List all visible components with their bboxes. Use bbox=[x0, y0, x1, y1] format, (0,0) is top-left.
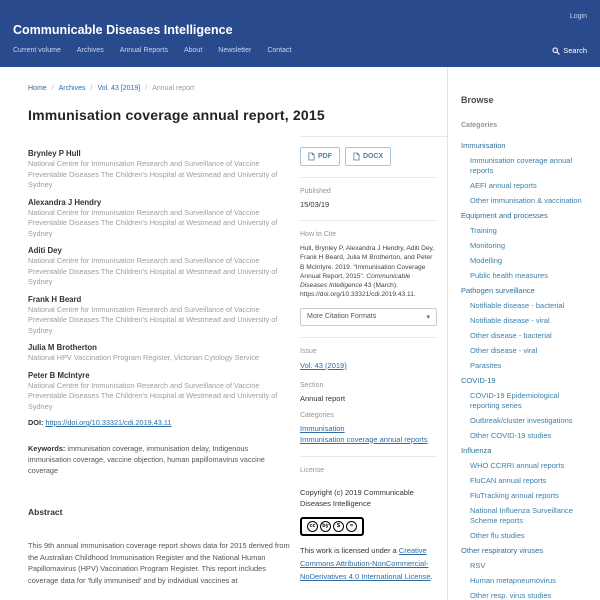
category-links bbox=[300, 423, 437, 445]
keywords-label: Keywords: bbox=[28, 444, 66, 453]
license-label: License bbox=[300, 466, 325, 474]
sidebar-category-item bbox=[461, 211, 590, 221]
keywords-line bbox=[28, 443, 290, 476]
docx-button[interactable] bbox=[345, 147, 391, 166]
nav-link[interactable]: Contact bbox=[267, 47, 292, 54]
license-statement bbox=[300, 544, 437, 583]
author-entry bbox=[28, 294, 290, 337]
sidebar-category-item bbox=[461, 546, 590, 556]
author-name: Brynley P Hull bbox=[28, 149, 81, 158]
sidebar-category-link[interactable]: Training bbox=[470, 226, 497, 235]
issue-link[interactable]: Vol. 43 (2019) bbox=[300, 360, 347, 370]
sidebar-category-item bbox=[461, 376, 590, 386]
author-name: Aditi Dey bbox=[28, 246, 62, 255]
page-title: Immunisation coverage annual report, 2015 bbox=[28, 107, 325, 123]
more-citation-formats-select[interactable] bbox=[300, 308, 437, 326]
sidebar-category-link[interactable]: Monitoring bbox=[470, 241, 506, 250]
sidebar-category-item bbox=[461, 591, 590, 600]
author-affiliation: National Centre for Immunisation Research and Surveillance of Vaccine Preventable Diseases The Children's Hospital at Westmead and University of Sydney bbox=[28, 159, 278, 189]
published-date: 15/03/19 bbox=[300, 200, 330, 209]
sidebar-category-link[interactable]: Other disease - bacterial bbox=[470, 331, 552, 340]
sidebar-category-item bbox=[461, 446, 590, 456]
author-affiliation: National Centre for Immunisation Research and Surveillance of Vaccine Preventable Diseases The Children's Hospital at Westmead and University of Sydney bbox=[28, 207, 278, 238]
published-section bbox=[300, 178, 437, 221]
citation-text bbox=[300, 244, 437, 300]
cc-symbol-icon: = bbox=[346, 521, 357, 532]
pdf-button-label: PDF bbox=[318, 153, 332, 160]
author-entry bbox=[28, 245, 290, 288]
issue-label: Issue bbox=[300, 347, 317, 355]
sidebar-category-link[interactable]: Outbreak/cluster investigations bbox=[470, 416, 573, 425]
sidebar-category-link[interactable]: Human metapneumovirus bbox=[470, 576, 556, 585]
sidebar-category-item bbox=[461, 196, 590, 206]
sidebar-category-link[interactable]: RSV bbox=[470, 561, 486, 570]
sidebar-category-item bbox=[461, 346, 590, 356]
content-area bbox=[0, 67, 600, 600]
sidebar-category-link[interactable]: Public health measures bbox=[470, 271, 548, 280]
sidebar-category-item bbox=[461, 416, 590, 426]
sidebar-category-link[interactable]: COVID-19 bbox=[461, 376, 496, 385]
sidebar-category-link[interactable]: Other respiratory viruses bbox=[461, 546, 544, 555]
published-label: Published bbox=[300, 188, 331, 195]
main-nav-row bbox=[13, 46, 587, 55]
sidebar-category-item bbox=[461, 461, 590, 471]
sidebar-category-item bbox=[461, 506, 590, 526]
article-meta-column bbox=[300, 136, 447, 594]
breadcrumb-current: Annual report bbox=[152, 85, 195, 92]
sidebar-category-item bbox=[461, 561, 590, 571]
main-column bbox=[0, 67, 447, 600]
citation-authors: Hull, Brynley P, Alexandra J Hendry, Aditi Dey, Frank H Beard, Julia M Brotherton, and Peter B McIntyre. 2019. “Immunisation Coverage Annual Report, 2015”. bbox=[300, 245, 435, 280]
doi-link[interactable]: https://doi.org/10.33321/cdi.2019.43.11 bbox=[45, 418, 172, 427]
site-title[interactable]: Communicable Diseases Intelligence bbox=[13, 23, 233, 37]
browse-heading: Browse bbox=[461, 95, 494, 105]
author-name: Peter B McIntyre bbox=[28, 370, 90, 380]
sidebar-category-item bbox=[461, 181, 590, 191]
search-icon bbox=[552, 47, 560, 55]
abstract-text: This 9th annual immunisation coverage report shows data for 2015 derived from the Australian Childhood Immunisation Register and the National Human Papillomavirus (HPV) Vaccination Program Register. This report includes coverage data for 'fully immunised' and by individual vaccines at bbox=[28, 541, 290, 585]
sidebar-category-item bbox=[461, 491, 590, 501]
issue-section bbox=[300, 338, 437, 457]
article-info bbox=[28, 136, 300, 594]
site-header bbox=[0, 0, 600, 67]
sidebar-category-item bbox=[461, 576, 590, 586]
sidebar-category-link[interactable]: Notifiable disease - viral bbox=[470, 316, 550, 325]
how-to-cite-section bbox=[300, 221, 437, 338]
section-value: Annual report bbox=[300, 393, 346, 403]
sidebar-category-link[interactable]: Modelling bbox=[470, 256, 503, 265]
sidebar-category-item bbox=[461, 141, 590, 151]
license-text-after: . bbox=[430, 571, 433, 581]
breadcrumb-separator: / bbox=[145, 85, 148, 92]
pdf-button[interactable] bbox=[300, 147, 340, 166]
copyright-text: Copyright (c) 2019 Communicable Diseases Intelligence bbox=[300, 487, 414, 508]
sidebar-category-link[interactable]: COVID-19 Epidemiological reporting series bbox=[470, 391, 560, 410]
breadcrumb-separator: / bbox=[90, 85, 93, 92]
nav-link[interactable]: Archives bbox=[76, 47, 104, 54]
author-affiliation: National Centre for Immunisation Research and Surveillance of Vaccine Preventable Diseases The Children's Hospital at Westmead and University of Sydney bbox=[28, 256, 278, 286]
nav-link[interactable]: Newsletter bbox=[218, 47, 252, 54]
sidebar-category-item bbox=[461, 256, 590, 266]
section-label: Section bbox=[300, 381, 324, 389]
sidebar-category-link[interactable]: Other disease - viral bbox=[470, 346, 538, 355]
sidebar-category-item bbox=[461, 271, 590, 281]
sidebar-category-link[interactable]: Immunisation bbox=[461, 141, 506, 150]
browse-sidebar bbox=[447, 67, 600, 600]
sidebar-category-item bbox=[461, 226, 590, 236]
category-link[interactable]: Immunisation coverage annual reports bbox=[300, 434, 428, 444]
sidebar-category-link[interactable]: Parasites bbox=[470, 361, 502, 370]
sidebar-category-item bbox=[461, 156, 590, 176]
main-nav bbox=[13, 47, 291, 54]
doi-label: DOI: bbox=[28, 418, 44, 427]
breadcrumb-link[interactable]: Vol. 43 [2019] bbox=[97, 85, 141, 92]
file-pdf-icon bbox=[308, 152, 315, 161]
category-link[interactable]: Immunisation bbox=[300, 423, 345, 433]
sidebar-category-link[interactable]: FluCAN annual reports bbox=[470, 476, 547, 485]
sidebar-category-item bbox=[461, 476, 590, 486]
author-entry bbox=[28, 370, 290, 413]
sidebar-category-link[interactable]: Influenza bbox=[461, 446, 492, 455]
author-list bbox=[28, 148, 290, 412]
citation-tail: 43 (March). https://doi.org/10.33321/cdi.2019.43.11. bbox=[300, 282, 416, 299]
breadcrumb-separator: / bbox=[51, 85, 54, 92]
author-entry bbox=[28, 197, 290, 240]
author-affiliation: National Centre for Immunisation Research and Surveillance of Vaccine Preventable Diseases The Children's Hospital at Westmead and University of Sydney bbox=[28, 304, 278, 335]
keywords-text: immunisation coverage, immunisation delay, Indigenous immunisation coverage, vaccine objection, human papillomavirus vaccine coverage bbox=[28, 444, 265, 475]
nav-link[interactable]: Annual Reports bbox=[119, 47, 168, 54]
chevron-down-icon: ▾ bbox=[426, 313, 430, 321]
sidebar-category-item bbox=[461, 331, 590, 341]
author-entry bbox=[28, 148, 290, 191]
cc-by-nc-nd-badge[interactable] bbox=[300, 517, 364, 536]
license-text-before: This work is licensed under a bbox=[300, 545, 399, 555]
sidebar-category-item bbox=[461, 391, 590, 411]
nav-link[interactable]: About bbox=[183, 47, 203, 54]
nav-link[interactable]: Current volume bbox=[13, 47, 61, 54]
article-row bbox=[28, 136, 447, 594]
author-name: Alexandra J Hendry bbox=[28, 197, 102, 207]
sidebar-category-link[interactable]: Pathogen surveillance bbox=[461, 286, 535, 295]
search-button[interactable] bbox=[552, 46, 587, 55]
sidebar-category-item bbox=[461, 301, 590, 311]
section-group bbox=[300, 382, 437, 403]
citation-journal: Communicable Diseases Intelligence bbox=[300, 272, 411, 290]
breadcrumb-link[interactable]: Home bbox=[28, 85, 47, 92]
sidebar-category-link[interactable]: Equipment and processes bbox=[461, 211, 548, 220]
doi-line bbox=[28, 418, 290, 427]
sidebar-category-link[interactable]: Immunisation coverage annual reports bbox=[470, 156, 573, 175]
sidebar-category-link[interactable]: AEFI annual reports bbox=[470, 181, 537, 190]
sidebar-category-link[interactable]: Notifiable disease - bacterial bbox=[470, 301, 565, 310]
breadcrumb bbox=[28, 85, 447, 92]
author-entry bbox=[28, 342, 290, 364]
sidebar-category-link[interactable]: FluTracking annual reports bbox=[470, 491, 559, 500]
cc-symbol-icon: $ bbox=[333, 521, 344, 532]
breadcrumb-link[interactable]: Archives bbox=[58, 85, 86, 92]
cc-symbol-icon: by bbox=[320, 521, 331, 532]
license-section bbox=[300, 457, 437, 594]
sidebar-category-link[interactable]: Other resp. virus studies bbox=[470, 591, 552, 600]
file-docx-icon bbox=[353, 152, 360, 161]
sidebar-category-item bbox=[461, 286, 590, 296]
sidebar-categories-label: Categories bbox=[461, 122, 498, 129]
sidebar-category-item bbox=[461, 361, 590, 371]
sidebar-category-link[interactable]: Other immunisation & vaccination bbox=[470, 196, 582, 205]
sidebar-category-item bbox=[461, 531, 590, 541]
categories-label: Categories bbox=[300, 411, 334, 419]
docx-button-label: DOCX bbox=[363, 153, 384, 160]
sidebar-category-link[interactable]: Other COVID-19 studies bbox=[470, 431, 552, 440]
sidebar-category-item bbox=[461, 241, 590, 251]
download-buttons bbox=[300, 137, 437, 178]
cc-symbol-icon: cc bbox=[307, 521, 318, 532]
author-name: Julia M Brotherton bbox=[28, 343, 97, 352]
sidebar-category-link[interactable]: WHO CCRRI annual reports bbox=[470, 461, 565, 470]
top-bar bbox=[13, 0, 587, 20]
sidebar-category-link[interactable]: Other flu studies bbox=[470, 531, 525, 540]
more-citation-formats-label: More Citation Formats bbox=[307, 313, 377, 321]
sidebar-category-item bbox=[461, 316, 590, 326]
abstract-heading: Abstract bbox=[28, 507, 63, 517]
sidebar-category-list bbox=[461, 141, 590, 600]
author-name: Frank H Beard bbox=[28, 294, 82, 304]
how-to-cite-label: How to Cite bbox=[300, 231, 337, 238]
login-link[interactable]: Login bbox=[569, 13, 587, 20]
author-affiliation: National Centre for Immunisation Research and Surveillance of Vaccine Preventable Diseases The Children's Hospital at Westmead and University of Sydney bbox=[28, 380, 278, 411]
sidebar-category-item bbox=[461, 431, 590, 441]
sidebar-category-link[interactable]: National Influenza Surveillance Scheme reports bbox=[470, 506, 573, 525]
author-affiliation: National HPV Vaccination Program Register, Victorian Cytology Service bbox=[28, 353, 259, 362]
issue-group bbox=[300, 348, 437, 373]
search-label: Search bbox=[563, 46, 587, 55]
categories-group bbox=[300, 412, 437, 445]
creative-commons-license-link[interactable]: Creative Commons Attribution-NonCommercial-NoDerivatives 4.0 International License bbox=[300, 545, 431, 581]
